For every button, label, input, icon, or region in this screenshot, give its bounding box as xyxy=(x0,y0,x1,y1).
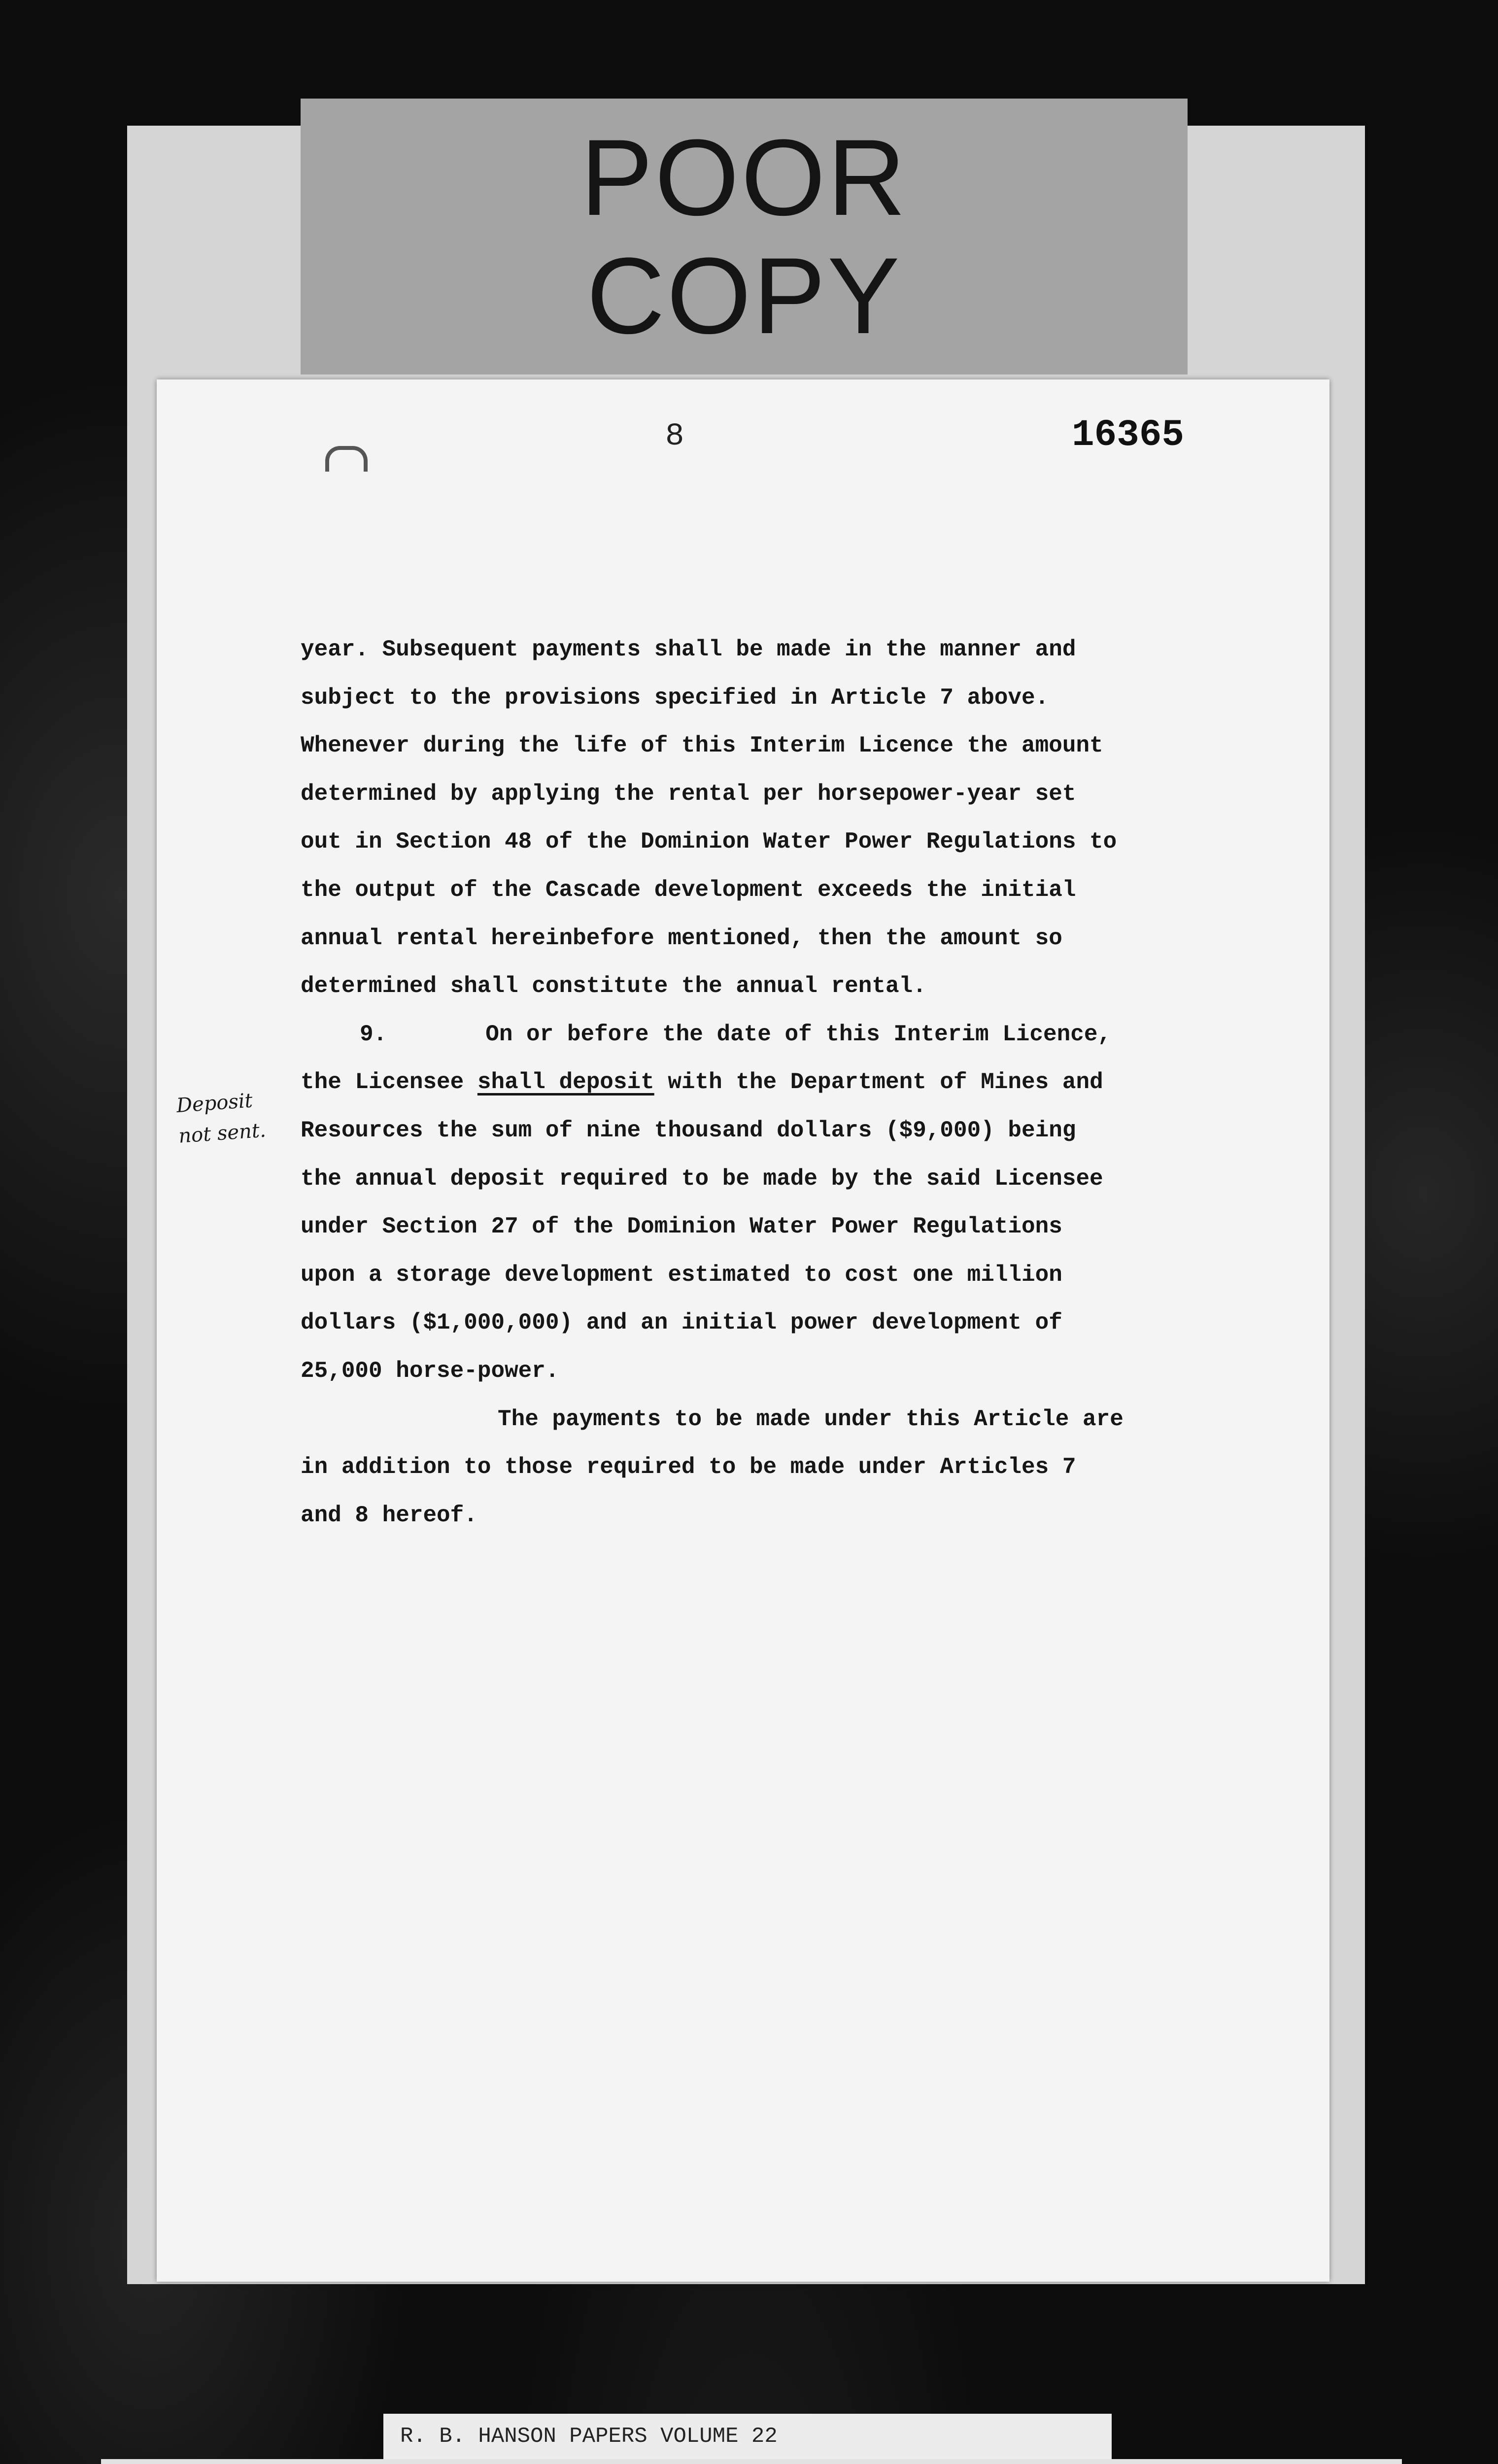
archive-collection-label: R. B. HANSON PAPERS VOLUME 22 xyxy=(383,2414,1112,2459)
text-line: and 8 hereof. xyxy=(301,1502,477,1528)
text-line: Whenever during the life of this Interim Licence the amount xyxy=(301,733,1103,759)
text-line: the output of the Cascade development exceeds the initial xyxy=(301,877,1076,903)
text-line: out in Section 48 of the Dominion Water Power Regulations to xyxy=(301,829,1117,855)
paper-clip-mark xyxy=(325,446,368,472)
clause-9 xyxy=(301,1011,1227,1396)
text-line: 25,000 horse-power. xyxy=(301,1358,559,1384)
closing-first-line: The payments to be made under this Article are xyxy=(498,1406,1124,1432)
paragraph-continuation xyxy=(301,626,1227,1011)
page-number: 8 xyxy=(665,419,684,454)
text-line: under Section 27 of the Dominion Water Power Regulations xyxy=(301,1214,1062,1240)
clause-number: 9. xyxy=(360,1021,387,1047)
text-line: Resources the sum of nine thousand dollars ($9,000) being xyxy=(301,1117,1076,1143)
poor-copy-stamp xyxy=(301,99,1188,375)
handwritten-margin-note xyxy=(175,1083,293,1152)
closing-paragraph xyxy=(301,1396,1227,1540)
text-line: annual rental hereinbefore mentioned, then the amount so xyxy=(301,925,1062,951)
document-body xyxy=(301,626,1227,1540)
text-line: dollars ($1,000,000) and an initial power development of xyxy=(301,1310,1062,1336)
text-fragment: the Licensee xyxy=(301,1069,477,1095)
stamp-line-2: COPY xyxy=(586,235,902,356)
text-fragment: with the Department of Mines and xyxy=(654,1069,1103,1095)
margin-note-line-2: not sent. xyxy=(177,1119,267,1148)
text-line: determined shall constitute the annual rental. xyxy=(301,973,926,999)
underlined-text: shall deposit xyxy=(477,1069,654,1095)
stamp-line-1: POOR xyxy=(580,117,908,238)
text-line: subject to the provisions specified in Article 7 above. xyxy=(301,684,1049,711)
text-line: year. Subsequent payments shall be made in the manner and xyxy=(301,637,1076,662)
archive-card xyxy=(101,2459,1402,2464)
text-line: the annual deposit required to be made by the said Licensee xyxy=(301,1165,1103,1192)
clause-9-second-line xyxy=(301,1059,1227,1107)
margin-note-line-1: Deposit xyxy=(175,1089,254,1118)
clause-9-opening: On or before the date of this Interim Licence, xyxy=(485,1021,1112,1047)
text-line: determined by applying the rental per horsepower-year set xyxy=(301,781,1076,807)
document-number: 16365 xyxy=(1072,414,1185,456)
text-line: in addition to those required to be made under Articles 7 xyxy=(301,1454,1076,1480)
text-line: upon a storage development estimated to cost one million xyxy=(301,1262,1062,1288)
clause-9-first-line xyxy=(301,1011,1227,1059)
